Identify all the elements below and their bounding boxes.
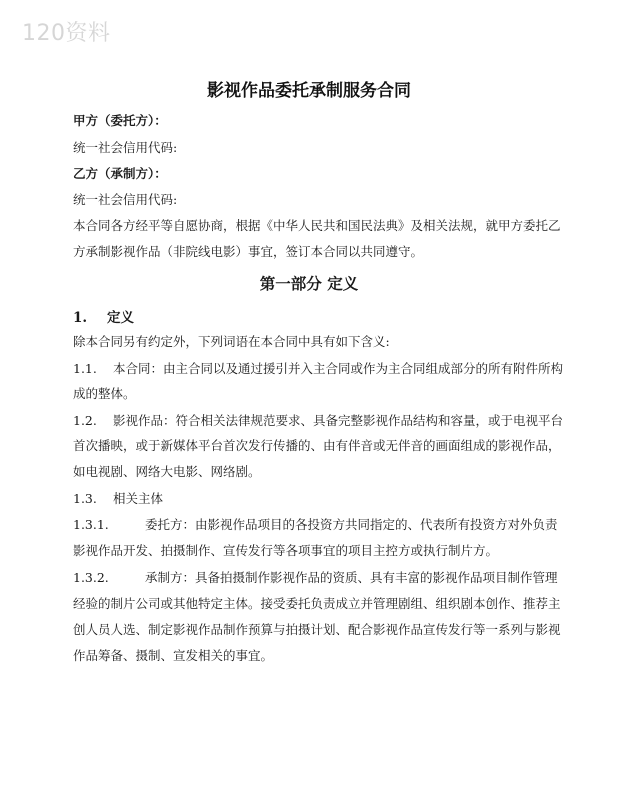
party-b-label: 乙方（承制方）： <box>73 166 167 181</box>
clause-1-1-cont: 成的整体。 <box>73 386 136 401</box>
clause-1-3 <box>73 491 163 507</box>
section1-number: 1. <box>73 310 88 326</box>
section1-heading <box>73 306 134 326</box>
clause-text: 本合同：由主合同以及通过援引并入主合同或作为主合同组成部分的所有附件所构 <box>113 361 564 376</box>
clause-number: 1.3.1. <box>73 517 109 532</box>
clause-text: 承制方：具备拍摄制作影视作品的资质、具有丰富的影视作品项目制作管理 <box>145 570 558 585</box>
party-a-label: 甲方（委托方）： <box>73 113 167 128</box>
clause-1-3-2-cont: 作品筹备、摄制、宣发相关的事宜。 <box>73 648 274 663</box>
clause-1-3-2 <box>73 570 558 586</box>
contract-title: 影视作品委托承制服务合同 <box>207 81 411 101</box>
party-a-credit-code-label: 统一社会信用代码: <box>73 140 178 155</box>
clause-number: 1.3.2. <box>73 570 109 585</box>
clause-1-2 <box>73 413 563 429</box>
clause-1-3-2-cont: 创人员人选、制定影视作品制作预算与拍摄计划、配合影视作品宣传发行等一系列与影视 <box>73 622 561 637</box>
preamble-line: 本合同各方经平等自愿协商，根据《中华人民共和国民法典》及相关法规，就甲方委托乙 <box>73 218 561 233</box>
clause-1-2-cont: 首次播映，或于新媒体平台首次发行传播的、由有伴音或无伴音的画面组成的影视作品， <box>73 438 561 453</box>
clause-text: 影视作品：符合相关法律规范要求、具备完整影视作品结构和容量，或于电视平台 <box>113 413 564 428</box>
clause-text: 相关主体 <box>113 491 164 506</box>
clause-1-3-1-cont: 影视作品开发、拍摄制作、宣传发行等各项事宜的项目主控方或执行制片方。 <box>73 543 499 558</box>
clause-1-3-1 <box>73 517 558 533</box>
clause-1-3-2-cont: 经验的制片公司或其他特定主体。接受委托负责成立并管理剧组、组织剧本创作、推荐主 <box>73 596 561 611</box>
clause-number: 1.3. <box>73 491 97 506</box>
clause-1-2-cont: 如电视剧、网络大电影、网络剧。 <box>73 464 261 479</box>
preamble-line: 方承制影视作品（非院线电影）事宜，签订本合同以共同遵守。 <box>73 244 424 259</box>
party-b-credit-code-label: 统一社会信用代码: <box>73 192 178 207</box>
clause-1-1 <box>73 361 563 377</box>
part1-title: 第一部分 定义 <box>259 274 359 293</box>
section1-intro: 除本合同另有约定外，下列词语在本合同中具有如下含义: <box>73 334 390 349</box>
watermark: 120资料 <box>22 21 111 46</box>
section1-title: 定义 <box>107 310 134 326</box>
clause-number: 1.1. <box>73 361 97 376</box>
clause-text: 委托方：由影视作品项目的各投资方共同指定的、代表所有投资方对外负责 <box>145 517 558 532</box>
clause-number: 1.2. <box>73 413 97 428</box>
